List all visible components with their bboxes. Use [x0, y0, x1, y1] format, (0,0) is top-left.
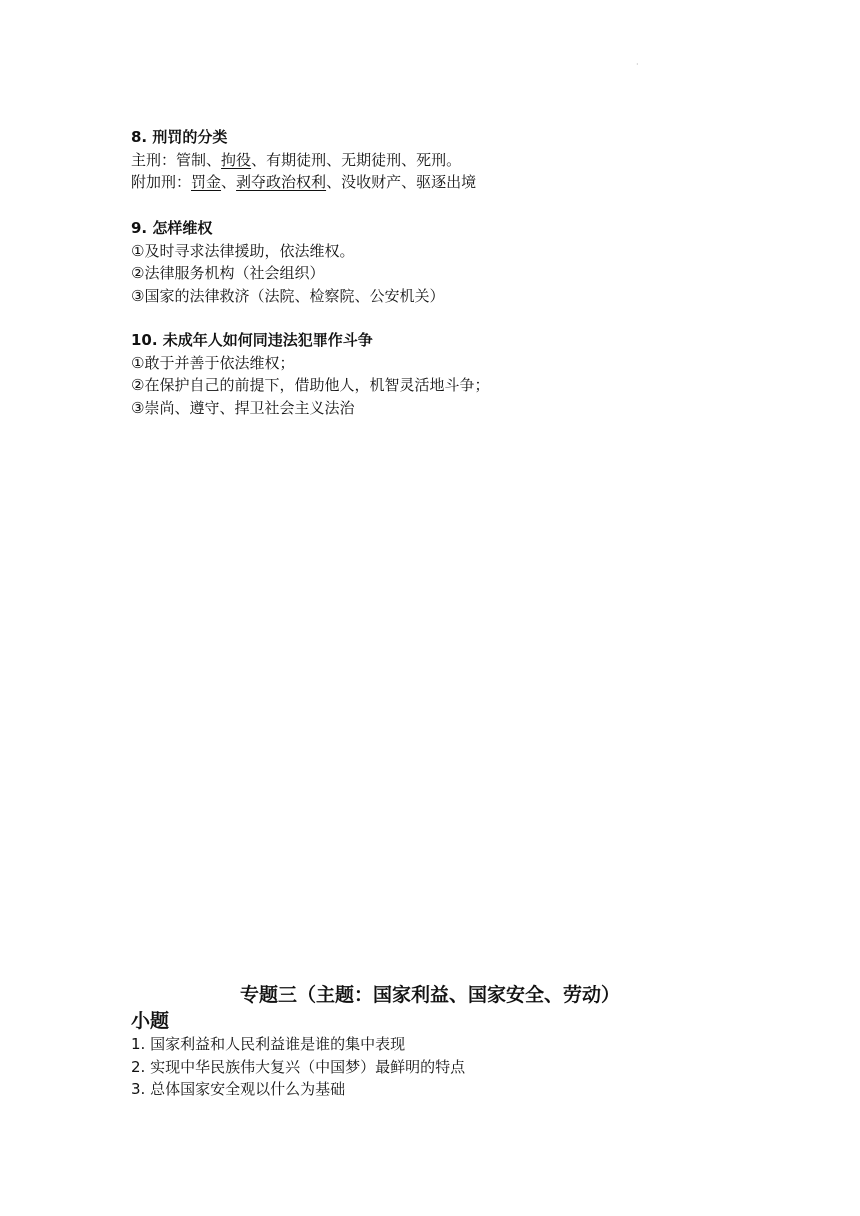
supplementary-label: 附加刑：	[131, 173, 192, 191]
section-8	[131, 126, 771, 194]
section-9-heading: 9. 怎样维权	[131, 219, 213, 237]
question-item: 1. 国家利益和人民利益谁是谁的集中表现	[131, 1035, 406, 1053]
supplementary-penalty-line: 附加刑：罚金、剥夺政治权利、没收财产、驱逐出境	[131, 173, 477, 191]
supplementary-item-underlined: 罚金	[191, 173, 222, 191]
principal-item-underlined: 拘役	[221, 150, 252, 169]
section-10-heading: 10. 未成年人如何同违法犯罪作斗争	[131, 331, 373, 349]
question-item: 2. 实现中华民族伟大复兴（中国梦）最鲜明的特点	[131, 1057, 466, 1076]
principal-item: 无期徒刑	[341, 150, 402, 169]
supplementary-item: 没收财产	[341, 173, 402, 191]
section-10	[131, 329, 771, 419]
principal-item: 有期徒刑	[266, 150, 327, 169]
supplementary-item: 驱逐出境	[416, 173, 477, 191]
topic-title: 专题三（主题：国家利益、国家安全、劳动）	[239, 984, 620, 1006]
section-8-heading: 8. 刑罚的分类	[131, 128, 228, 146]
principal-item: 死刑	[416, 150, 447, 169]
corner-mark: ·	[636, 60, 639, 69]
question-list	[131, 1033, 771, 1101]
principal-penalty-line: 主刑：管制、拘役、有期徒刑、无期徒刑、死刑。	[131, 150, 462, 169]
principal-label: 主刑：	[131, 150, 177, 169]
principal-item: 管制	[176, 150, 207, 169]
topic-subtitle: 小题	[131, 1010, 170, 1032]
list-item: ①敢于并善于依法维权；	[131, 353, 295, 372]
list-item: ③崇尚、遵守、捍卫社会主义法治	[131, 398, 355, 417]
section-9	[131, 217, 771, 307]
list-item: ③国家的法律救济（法院、检察院、公安机关）	[131, 286, 445, 305]
supplementary-item-underlined: 剥夺政治权利	[236, 173, 327, 191]
list-item: ②法律服务机构（社会组织）	[131, 264, 325, 282]
list-item: ②在保护自己的前提下，借助他人，机智灵活地斗争；	[131, 376, 490, 394]
question-item: 3. 总体国家安全观以什么为基础	[131, 1080, 346, 1098]
list-item: ①及时寻求法律援助，依法维权。	[131, 241, 355, 260]
